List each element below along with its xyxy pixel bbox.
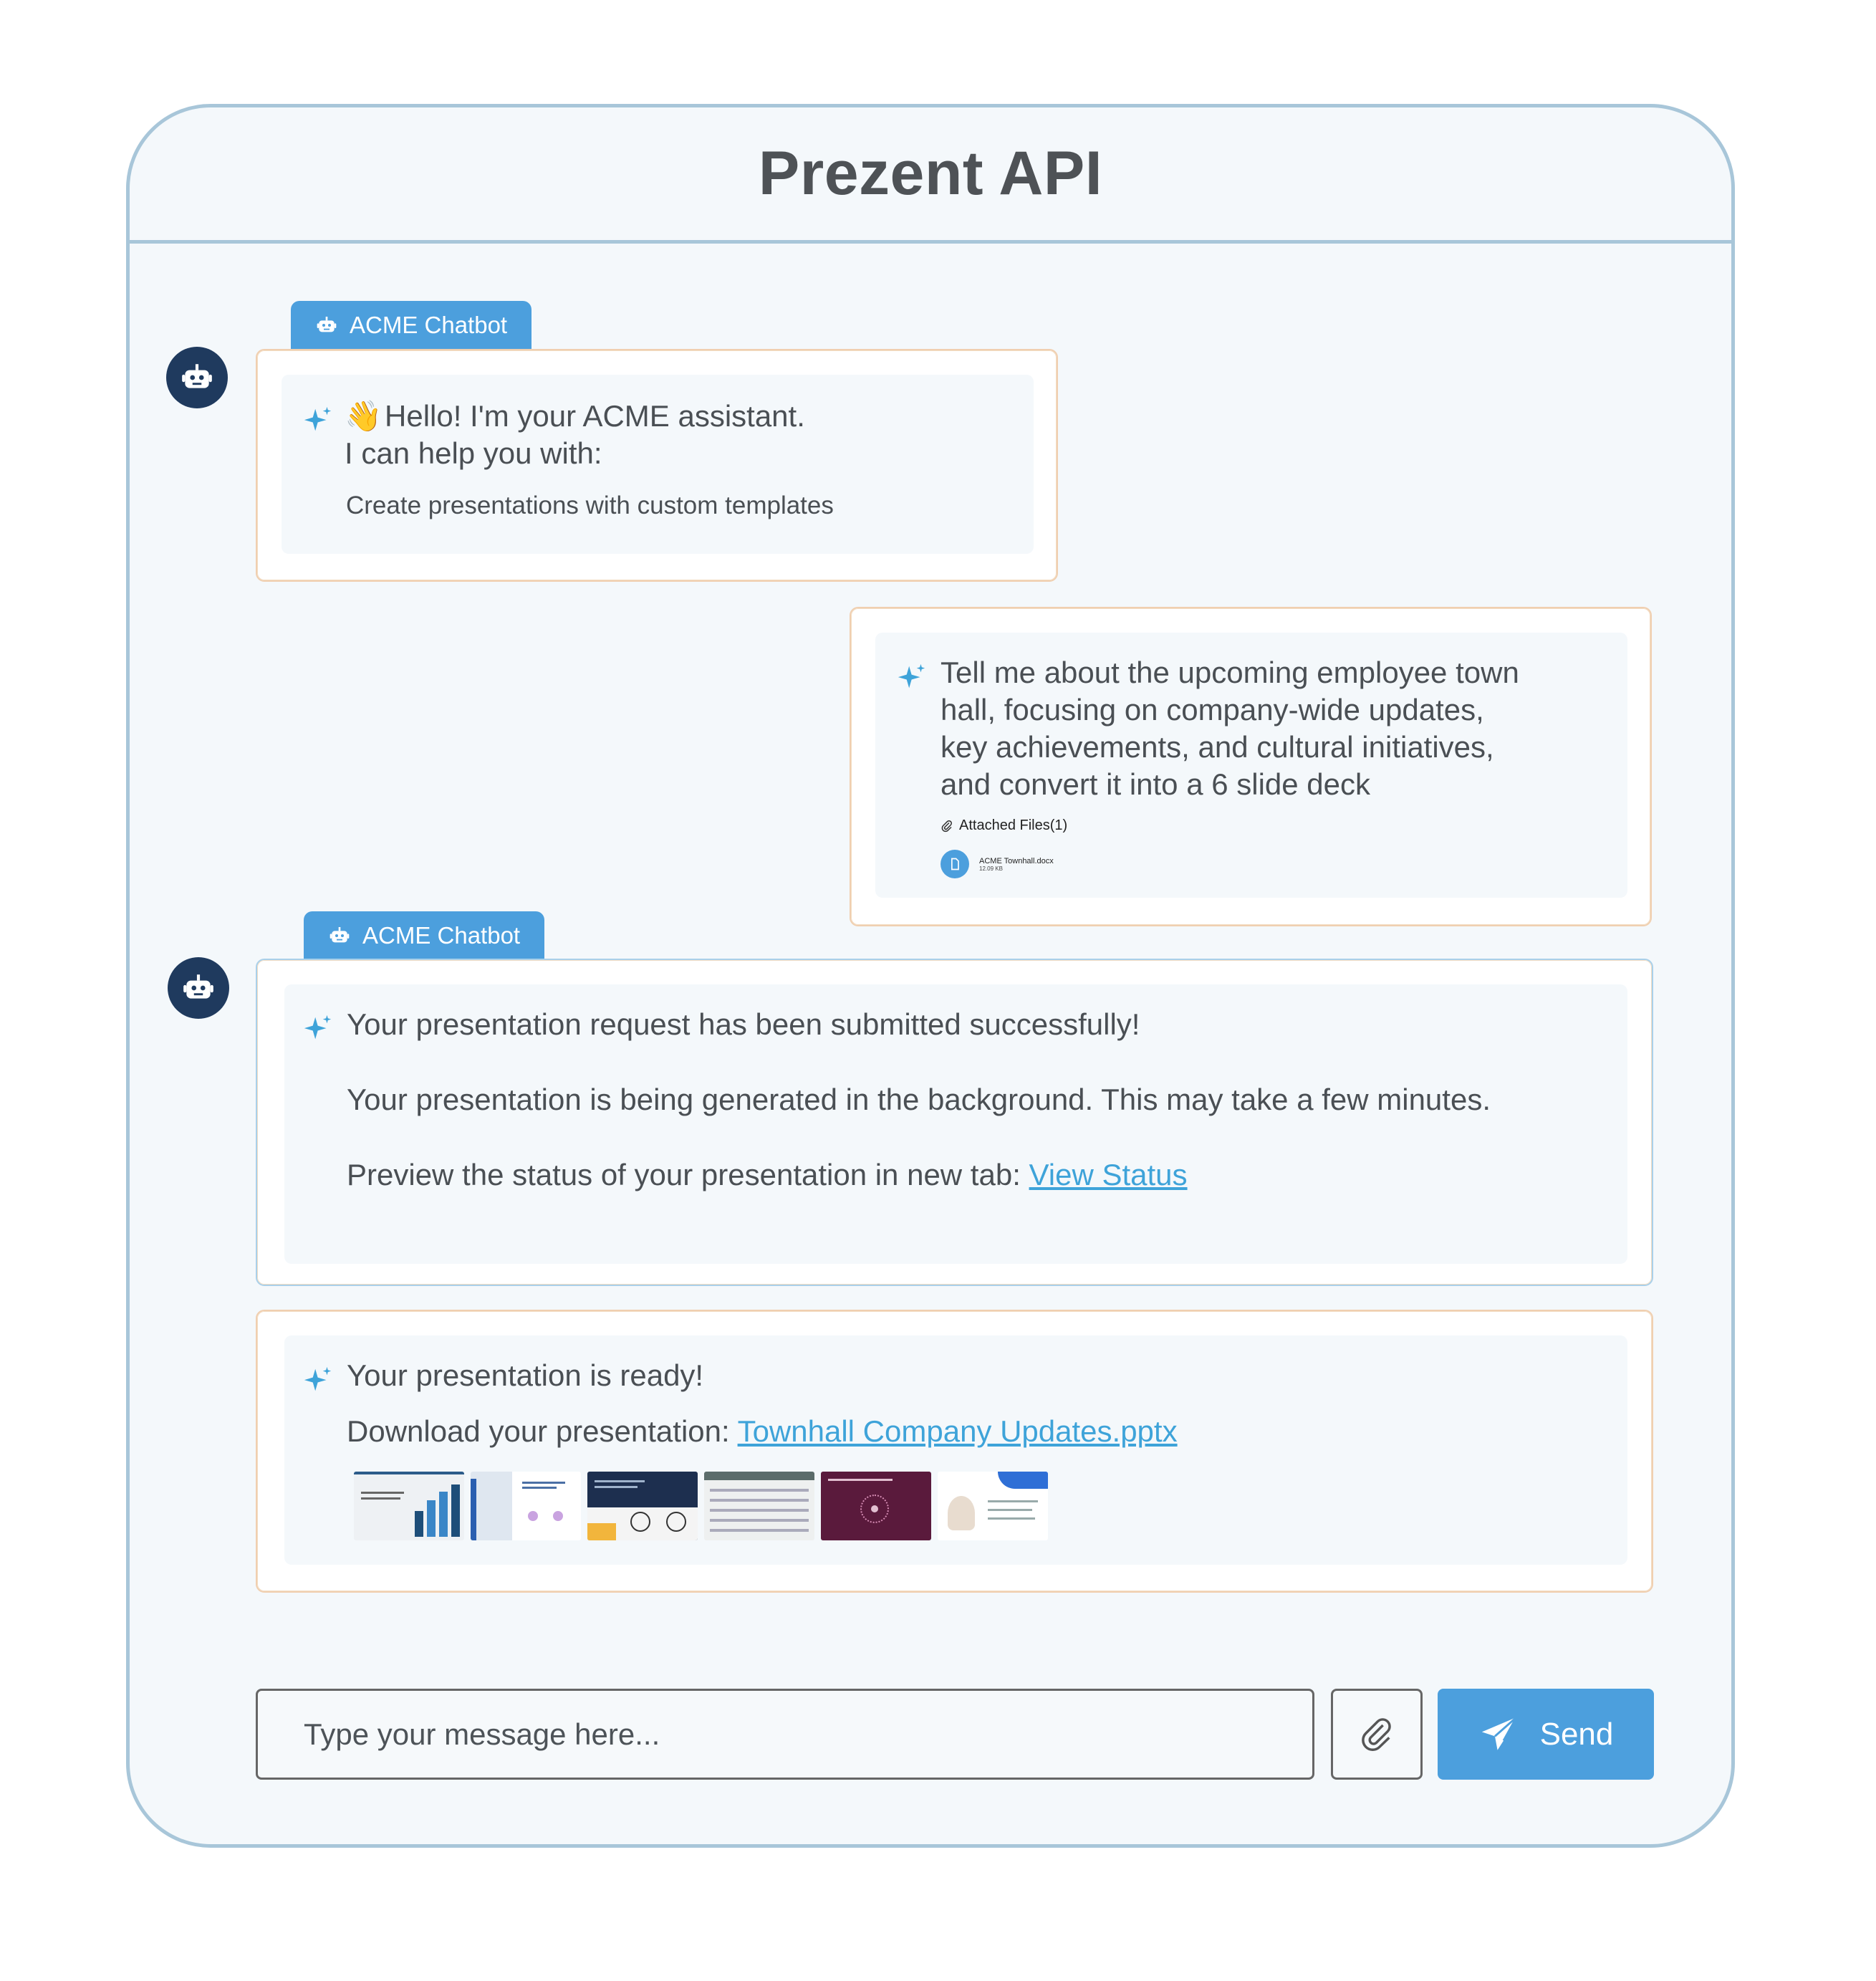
slide-thumbnail[interactable]	[938, 1472, 1048, 1540]
attached-files-label: Attached Files(1)	[959, 817, 1068, 833]
user-message-line: key achievements, and cultural initiatives,	[941, 730, 1494, 764]
attached-file-item[interactable]	[941, 850, 1054, 878]
robot-icon	[181, 970, 216, 1006]
sparkle-icon	[302, 1013, 335, 1046]
slide-thumbnail[interactable]	[587, 1472, 698, 1540]
slide-thumbnail[interactable]	[704, 1472, 814, 1540]
robot-icon	[315, 314, 338, 337]
robot-icon	[179, 360, 215, 395]
bot-message-greeting	[256, 349, 1058, 582]
greeting-line: Hello! I'm your ACME assistant.	[385, 399, 805, 433]
paperclip-icon	[941, 820, 953, 833]
download-link[interactable]: Townhall Company Updates.pptx	[737, 1414, 1178, 1448]
message-input[interactable]	[256, 1689, 1314, 1780]
download-line	[347, 1413, 1178, 1450]
send-button[interactable]	[1438, 1689, 1654, 1780]
paperclip-icon	[1358, 1716, 1395, 1753]
slide-thumbnail[interactable]	[821, 1472, 931, 1540]
message-input-placeholder: Type your message here...	[304, 1717, 660, 1751]
robot-icon	[328, 924, 351, 947]
sparkle-icon	[302, 1365, 335, 1398]
chatbot-tag	[304, 911, 544, 960]
slide-thumbnail[interactable]	[471, 1472, 581, 1540]
chatbot-tag	[291, 301, 531, 350]
ready-line: Your presentation is ready!	[347, 1358, 704, 1392]
greeting-subline: I can help you with:	[345, 436, 602, 470]
avatar	[168, 957, 229, 1019]
title-bar	[130, 107, 1731, 244]
send-icon	[1478, 1714, 1520, 1755]
sparkle-icon	[895, 662, 928, 695]
attached-files-header	[941, 817, 1067, 834]
send-button-label: Send	[1539, 1716, 1614, 1752]
user-message	[850, 607, 1652, 926]
status-line	[347, 1156, 1188, 1194]
download-line-text: Download your presentation:	[347, 1414, 738, 1448]
file-size: 12.09 KB	[979, 865, 1003, 872]
file-icon	[941, 850, 969, 878]
chatbot-tag-label: ACME Chatbot	[350, 312, 508, 338]
app-title: Prezent API	[758, 139, 1103, 208]
avatar	[166, 347, 228, 408]
view-status-link[interactable]: View Status	[1029, 1158, 1188, 1191]
status-line-text: Preview the status of your presentation in new tab:	[347, 1158, 1029, 1191]
wave-emoji-icon: 👋	[345, 399, 383, 433]
user-message-line: hall, focusing on company-wide updates,	[941, 693, 1484, 726]
file-name: ACME Townhall.docx	[979, 856, 1054, 865]
submitted-line: Your presentation request has been submitted successfully!	[347, 1007, 1140, 1041]
bot-message-ready	[256, 1310, 1653, 1593]
chatbot-tag-label: ACME Chatbot	[362, 922, 521, 949]
generating-line: Your presentation is being generated in the background. This may take a few minutes.	[347, 1083, 1491, 1116]
attach-file-button[interactable]	[1331, 1689, 1423, 1780]
user-message-line: and convert it into a 6 slide deck	[941, 767, 1371, 801]
sparkle-icon	[302, 405, 335, 438]
user-message-line: Tell me about the upcoming employee town	[941, 656, 1519, 689]
bot-message-submitted	[256, 959, 1653, 1286]
capability-item: Create presentations with custom templates	[346, 491, 834, 519]
chat-window	[126, 104, 1735, 1848]
slide-thumbnail[interactable]	[354, 1472, 464, 1540]
